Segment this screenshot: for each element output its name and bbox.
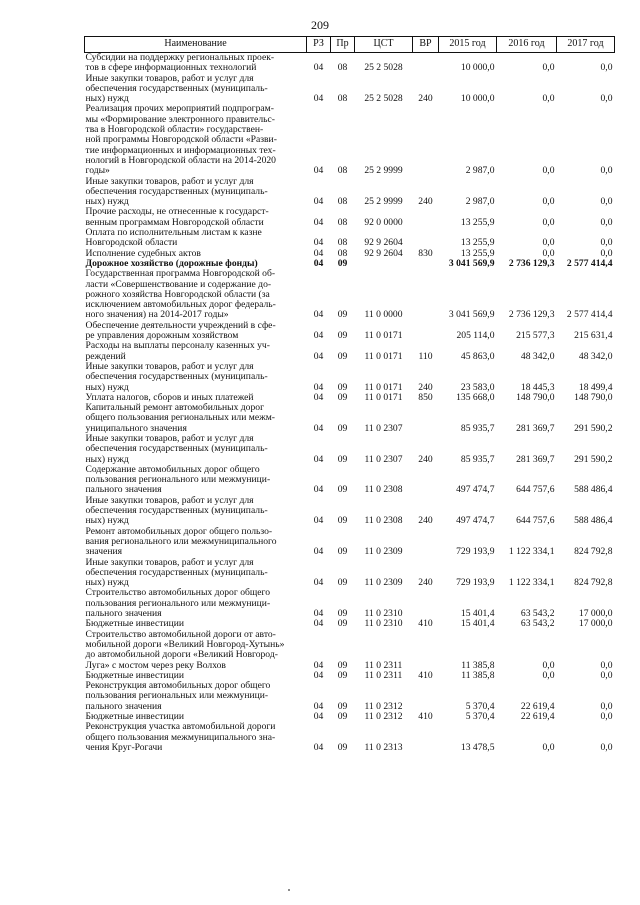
cell-rz: 04 [313,93,324,105]
table-row [85,341,615,362]
cell-rz: 04 [313,515,324,527]
cell-cst: 11 0 2312 [364,711,403,722]
cell-pr: 09 [337,608,348,620]
cell-pr: 08 [337,216,348,228]
cell-pr: 09 [337,659,348,671]
cell-2015: 13 255,9 [460,237,495,249]
cell-pr: 08 [337,93,348,105]
cell-cst: 11 0 2309 [364,546,403,558]
cell-rz: 04 [313,484,324,496]
cell-vr: 410 [418,711,433,722]
table-header-row [85,37,615,53]
cell-2015: 11 385,8 [461,669,495,681]
cell-2017: 0,0 [600,247,613,259]
header-rz: РЗ [307,37,331,53]
cell-vr [413,403,439,434]
cell-vr: 850 [418,391,433,403]
cell-pr: 09 [337,350,348,362]
cell-2016: 148 790,0 [516,391,555,403]
cell-rz: 04 [313,216,324,228]
cell-2015: 5 370,4 [465,700,495,712]
cell-2016: 2 736 129,3 [508,309,555,321]
cell-2017: 18 499,4 [578,381,613,393]
cell-pr: 09 [337,700,348,712]
cell-rz: 04 [313,350,324,362]
cell-cst: 11 0 0171 [364,381,403,393]
cell-pr: 09 [337,381,348,393]
cell-rz: 04 [313,608,324,620]
cell-2015: 205 114,0 [456,330,495,342]
cell-name: Иные закупки товаров, работ и услуг для обеспечения государственных (муниципаль- ных) нужд [85,556,268,589]
cell-2016: 644 757,6 [516,515,555,527]
cell-pr: 08 [337,165,348,177]
cell-2016: 215 577,3 [516,330,555,342]
cell-2017: 0,0 [600,669,613,681]
table-row [85,630,615,671]
cell-name: Субсидии на поддержку региональных проек- тов в сфере информационных технологий [85,52,275,74]
cell-2016: 0,0 [542,93,555,105]
table-row [85,269,615,320]
cell-cst [355,259,413,269]
cell-2015: 2 987,0 [465,165,495,177]
cell-name: Обеспечение деятельности учреждений в сфе- ре управления дорожным хозяйством [85,319,276,342]
cell-rz: 04 [313,247,324,259]
cell-pr: 09 [337,422,348,434]
cell-pr: 09 [337,484,348,496]
table-row [85,496,615,527]
cell-pr: 08 [337,62,348,74]
cell-2017: 0,0 [600,711,613,722]
cell-name: Бюджетные инвестиции [85,711,184,722]
cell-2015: 2 987,0 [465,196,495,208]
cell-2017: 0,0 [600,165,613,177]
cell-2015: 85 935,7 [460,422,495,434]
cell-cst: 11 0 2308 [364,515,403,527]
cell-pr: 09 [337,453,348,465]
cell-2016: 22 619,4 [520,711,555,722]
cell-cst: 11 0 2310 [364,608,403,620]
cell-2017: 0,0 [600,741,613,753]
cell-rz: 04 [313,381,324,393]
cell-cst: 11 0 2313 [364,741,403,753]
cell-2017: 17 000,0 [578,618,613,630]
table-row [85,207,615,228]
table-row [85,53,615,74]
cell-rz: 04 [313,330,324,342]
header-pr: Пр [331,37,355,53]
header-2016: 2016 год [497,37,557,53]
cell-name: Исполнение судебных актов [85,247,201,259]
cell-pr: 09 [337,330,348,342]
cell-rz: 04 [313,165,324,177]
cell-2015: 3 041 569,9 [448,309,495,321]
cell-pr: 08 [337,196,348,208]
cell-2015: 23 583,0 [460,381,495,393]
cell-pr: 09 [337,309,348,321]
table-row [85,74,615,105]
cell-2016: 0,0 [542,216,555,228]
cell-2015: 729 193,9 [456,546,495,558]
cell-cst: 11 0 2307 [364,422,403,434]
cell-2017: 0,0 [600,659,613,671]
cell-2017: 48 342,0 [578,350,613,362]
cell-pr: 09 [337,669,348,681]
table-row [85,527,615,558]
cell-rz: 04 [313,422,324,434]
cell-cst: 11 0 2312 [364,700,403,712]
cell-2015: 10 000,0 [460,93,495,105]
cell-vr: 110 [418,350,433,362]
cell-2015: 5 370,4 [465,711,495,722]
cell-2016: 63 543,2 [520,608,555,620]
cell-pr: 09 [337,741,348,753]
cell-rz: 04 [313,453,324,465]
cell-pr: 08 [337,237,348,249]
cell-name: Расходы на выплаты персоналу казенных уч- реждений [85,340,270,362]
cell-2015: 729 193,9 [456,577,495,589]
cell-2016: 0,0 [542,741,555,753]
table-row [85,321,615,342]
cell-name: Иные закупки товаров, работ и услуг для обеспечения государственных (муниципаль- ных) нужд [85,494,268,527]
cell-2015: 15 401,4 [460,618,495,630]
cell-2017: 0,0 [600,216,613,228]
cell-2016: 2 736 129,3 [508,257,555,269]
cell-vr [413,269,439,320]
cell-vr [413,228,439,249]
cell-2016: 48 342,0 [520,350,555,362]
cell-rz: 04 [313,577,324,589]
cell-name: Содержание автомобильных дорог общего пользования регионального или межмуници- пального значения [85,463,271,496]
cell-2017: 2 577 414,4 [566,257,613,269]
cell-2015: 13 478,5 [460,741,495,753]
table-body [85,53,615,754]
page-number: 209 [311,18,329,32]
cell-cst: 11 0 2309 [364,577,403,589]
cell-2016: 63 543,2 [520,618,555,630]
cell-cst: 11 0 0171 [364,330,403,342]
cell-name: Оплата по исполнительным листам к казне Новгородской области [85,227,262,249]
cell-name: Иные закупки товаров, работ и услуг для обеспечения государственных (муниципаль- ных) нужд [85,175,268,208]
cell-2015: 135 668,0 [456,391,495,403]
cell-vr [413,321,439,342]
cell-rz: 04 [313,669,324,681]
cell-cst: 92 9 2604 [364,247,403,259]
cell-cst: 25 2 5028 [364,62,403,74]
cell-pr: 09 [337,391,348,403]
cell-vr: 830 [418,247,433,259]
cell-name: Строительство автомобильной дороги от авто- мобильной дороги «Великий Новгород-Хутынь» до автомобильной дороги «Великий Новгород- Луга» с мостом через реку Волхов [85,628,285,671]
cell-2017: 2 577 414,4 [566,309,613,321]
cell-2015: 45 863,0 [460,350,495,362]
budget-table [84,36,615,753]
cell-cst: 11 0 2310 [364,618,403,630]
cell-2017: 291 590,2 [574,422,613,434]
scan-speck [288,889,290,891]
cell-cst: 11 0 2308 [364,484,403,496]
cell-2015: 15 401,4 [460,608,495,620]
cell-pr: 09 [337,515,348,527]
table-row [85,465,615,496]
cell-2017: 824 792,8 [574,546,613,558]
table-row [85,403,615,434]
cell-vr: 410 [418,618,433,630]
cell-rz: 04 [313,700,324,712]
cell-2016: 0,0 [542,237,555,249]
cell-2017: 0,0 [600,93,613,105]
cell-pr: 09 [337,711,348,722]
cell-2015: 13 255,9 [460,247,495,259]
cell-2017: 0,0 [600,700,613,712]
cell-cst: 11 0 0171 [364,391,403,403]
cell-pr: 09 [337,257,348,269]
table-row [85,362,615,393]
cell-name: Бюджетные инвестиции [85,669,184,681]
cell-rz: 04 [313,618,324,630]
cell-rz: 04 [313,741,324,753]
cell-vr [413,104,439,176]
cell-vr [413,207,439,228]
cell-2016: 22 619,4 [520,700,555,712]
cell-pr: 09 [337,546,348,558]
cell-name: Капитальный ремонт автомобильных дорог общего пользования региональных или межм- униципального значения [85,402,275,434]
header-name: Наименование [85,37,307,53]
cell-name: Государственная программа Новгородской об- ласти «Совершенствование и содержание до- рожного хозяйства Новгородской области (за исключением автомобильных дорог федераль- ного значения) на 2014-2017 годы» [85,268,276,321]
cell-rz: 04 [313,309,324,321]
cell-2015: 13 255,9 [460,216,495,228]
cell-2015: 85 935,7 [460,453,495,465]
cell-pr: 08 [337,247,348,259]
cell-2015: 497 474,7 [456,484,495,496]
cell-vr: 240 [418,93,433,105]
cell-2017: 0,0 [600,62,613,74]
cell-2017: 0,0 [600,237,613,249]
cell-2016: 0,0 [542,247,555,259]
cell-vr [413,722,439,753]
cell-2016: 0,0 [542,196,555,208]
table-row [85,434,615,465]
cell-rz: 04 [313,546,324,558]
header-2017: 2017 год [557,37,615,53]
table-row [85,558,615,589]
header-2015: 2015 год [439,37,497,53]
cell-2016: 1 122 334,1 [508,577,555,589]
cell-vr: 240 [418,453,433,465]
cell-2016: 1 122 334,1 [508,546,555,558]
cell-name: Реконструкция участка автомобильной дороги общего пользования межмуниципального зна- чения Круг-Рогачи [85,721,276,753]
cell-2016: 644 757,6 [516,484,555,496]
cell-cst: 25 2 9999 [364,165,403,177]
cell-cst: 25 2 5028 [364,93,403,105]
cell-2017: 588 486,4 [574,484,613,496]
cell-cst: 11 0 2311 [364,669,403,681]
cell-2016: 0,0 [542,669,555,681]
table-row [85,588,615,619]
cell-vr [413,465,439,496]
cell-name: Уплата налогов, сборов и иных платежей [85,391,254,403]
cell-rz: 04 [313,391,324,403]
table-row [85,104,615,176]
cell-name: Иные закупки товаров, работ и услуг для обеспечения государственных (муниципаль- ных) нужд [85,432,268,465]
cell-2016: 281 369,7 [516,453,555,465]
cell-2017: 215 631,4 [574,330,613,342]
table-row [85,681,615,712]
cell-name: Строительство автомобильных дорог общего пользования регионального или межмуници- пального значения [85,587,271,620]
header-cst: ЦСТ [355,37,413,53]
cell-rz: 04 [313,196,324,208]
cell-2016: 18 445,3 [520,381,555,393]
cell-rz: 04 [313,257,324,269]
cell-cst: 92 9 2604 [364,237,403,249]
cell-2015: 497 474,7 [456,515,495,527]
cell-name: Иные закупки товаров, работ и услуг для обеспечения государственных (муниципаль- ных) нужд [85,72,268,105]
cell-name: Дорожное хозяйство (дорожные фонды) [85,257,258,269]
cell-vr: 410 [418,669,433,681]
cell-2017: 17 000,0 [578,608,613,620]
cell-vr: 240 [418,515,433,527]
cell-2016: 0,0 [542,165,555,177]
cell-2017: 291 590,2 [574,453,613,465]
cell-2016: 281 369,7 [516,422,555,434]
cell-name: Прочие расходы, не отнесенные к государст- венным программам Новгородской области [85,206,269,228]
cell-vr: 240 [418,577,433,589]
cell-vr [413,681,439,712]
header-vr: ВР [413,37,439,53]
cell-cst: 11 0 2307 [364,453,403,465]
cell-vr: 240 [418,381,433,393]
cell-rz: 04 [313,711,324,722]
table-row [85,228,615,249]
cell-2016: 0,0 [542,659,555,671]
cell-2015: 10 000,0 [460,62,495,74]
cell-cst: 11 0 0000 [364,309,403,321]
cell-name: Бюджетные инвестиции [85,618,184,630]
cell-cst: 11 0 0171 [364,350,403,362]
cell-2017: 0,0 [600,196,613,208]
table-row [85,177,615,208]
cell-vr [413,630,439,671]
cell-vr [413,259,439,269]
cell-vr [413,53,439,74]
cell-rz: 04 [313,62,324,74]
cell-vr [413,588,439,619]
cell-name: Ремонт автомобильных дорог общего пользо- вания регионального или межмуниципального значения [85,525,277,558]
cell-2015: 3 041 569,9 [448,257,495,269]
cell-2016: 0,0 [542,62,555,74]
cell-vr [413,527,439,558]
cell-pr: 09 [337,618,348,630]
cell-vr: 240 [418,196,433,208]
cell-2017: 824 792,8 [574,577,613,589]
cell-2017: 148 790,0 [574,391,613,403]
cell-cst: 25 2 9999 [364,196,403,208]
table-row [85,722,615,753]
cell-2015: 11 385,8 [461,659,495,671]
cell-cst: 11 0 2311 [364,659,403,671]
cell-pr: 09 [337,577,348,589]
cell-rz: 04 [313,659,324,671]
cell-name: Иные закупки товаров, работ и услуг для обеспечения государственных (муниципаль- ных) нужд [85,360,268,393]
cell-2017: 588 486,4 [574,515,613,527]
cell-cst: 92 0 0000 [364,216,403,228]
cell-name: Реализация прочих мероприятий подпрограм- мы «Формирование электронного правительс- тва в Новгородской области» государствен- ной программы Новгородской области «Разви- тие информационных и информационных тех- нологий в Новгородской области на 2014-2020 годы» [85,103,277,177]
cell-name: Реконструкция автомобильных дорог общего пользования региональных или межмуници- пального значения [85,680,271,712]
cell-rz: 04 [313,237,324,249]
